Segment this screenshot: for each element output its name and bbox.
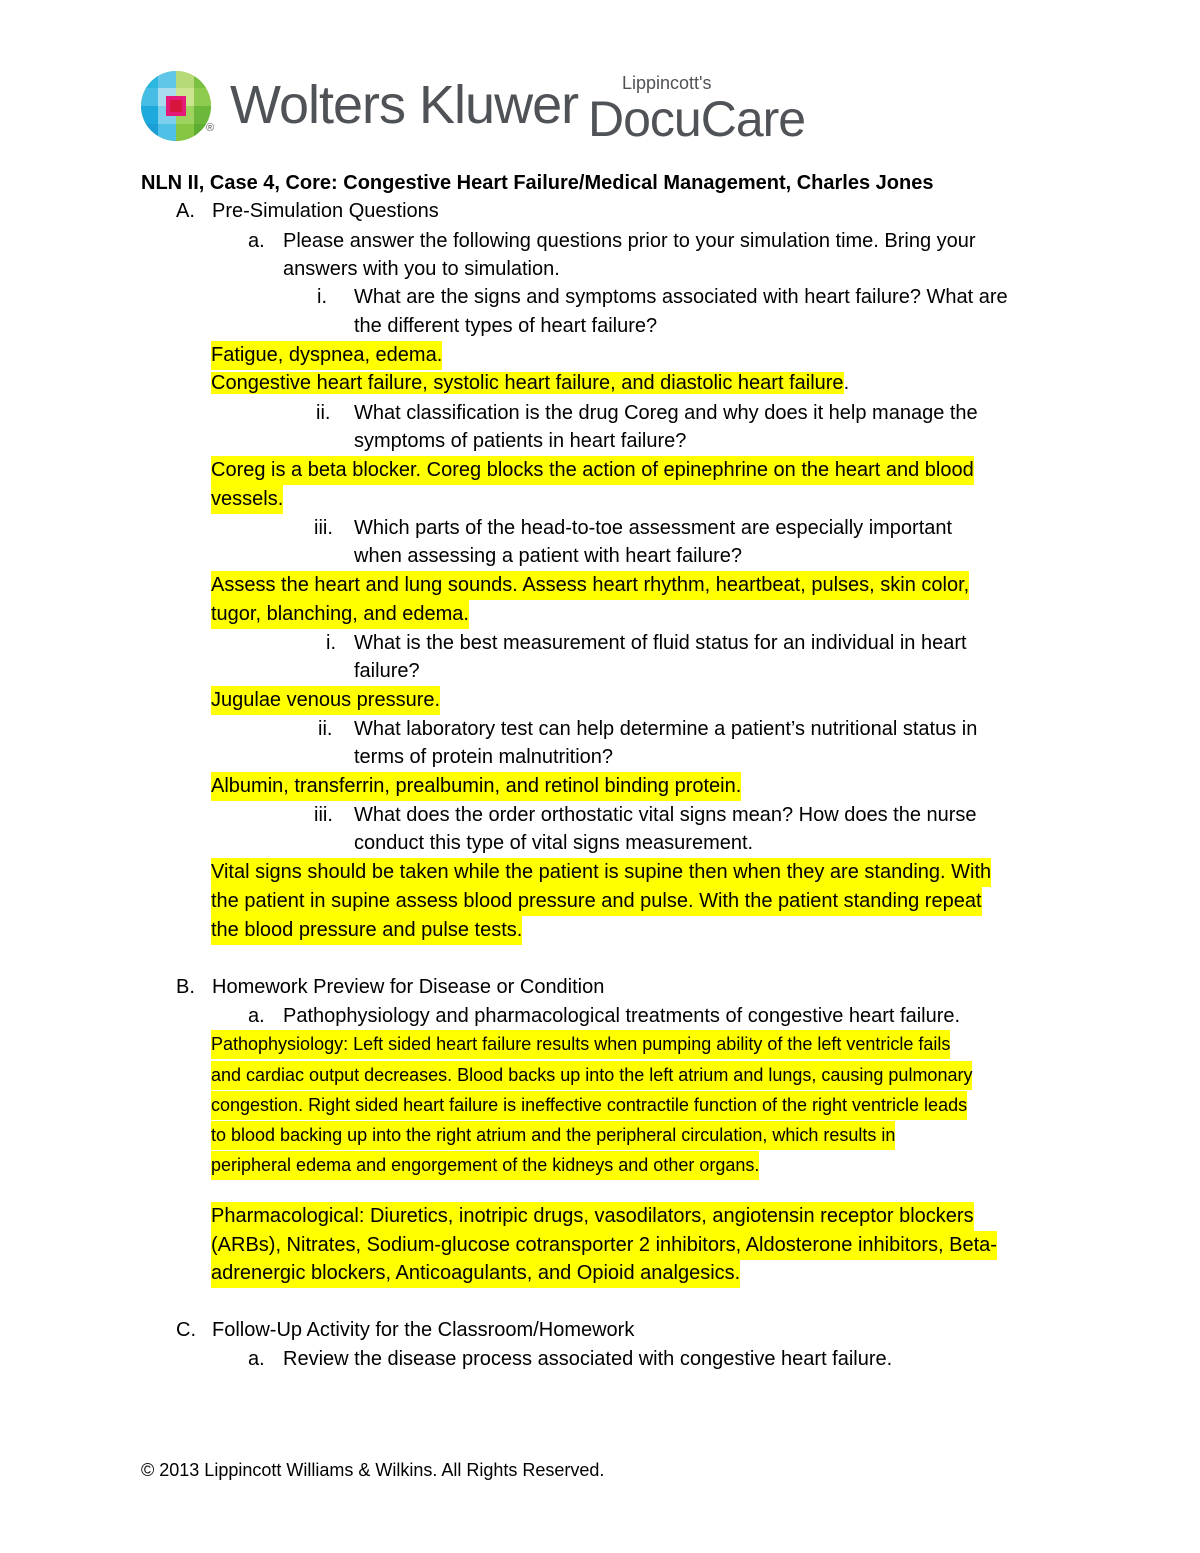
pathophysiology-line-3: congestion. Right sided heart failure is ineffective contractile function of the right ventricle leads — [211, 1091, 967, 1120]
question-3-marker: iii. — [314, 517, 333, 539]
product-superscript: Lippincott's — [622, 73, 712, 93]
question-5-line-1: What laboratory test can help determine a patient’s nutritional status in — [354, 718, 978, 740]
question-2-line-1: What classification is the drug Coreg and why does it help manage the — [354, 402, 978, 424]
wolters-kluwer-grid-icon — [140, 70, 215, 142]
pathophysiology-line-5: peripheral edema and engorgement of the kidneys and other organs. — [211, 1151, 759, 1180]
question-5-line-2: terms of protein malnutrition? — [354, 746, 614, 768]
answer-4-line-1: Jugulae venous pressure. — [211, 686, 440, 715]
question-1-line-1: What are the signs and symptoms associated with heart failure? What are — [354, 286, 1008, 308]
question-4-line-1: What is the best measurement of fluid status for an individual in heart — [354, 632, 967, 654]
answer-1-line-2-wrap — [211, 369, 849, 398]
section-c-heading: Follow-Up Activity for the Classroom/Homework — [212, 1319, 635, 1341]
answer-1-line-2: Congestive heart failure, systolic heart failure, and diastolic heart failure — [211, 372, 844, 394]
answer-2-line-2: vessels. — [211, 485, 283, 514]
section-b-heading: Homework Preview for Disease or Condition — [212, 976, 605, 998]
section-a-item-a-text-cont: answers with you to simulation. — [283, 258, 560, 280]
question-2-line-2: symptoms of patients in heart failure? — [354, 430, 687, 452]
question-1-line-2: the different types of heart failure? — [354, 315, 658, 337]
question-4-line-2: failure? — [354, 660, 420, 682]
pharmacological-line-3: adrenergic blockers, Anticoagulants, and Opioid analgesics. — [211, 1259, 740, 1288]
section-b-item-a-marker: a. — [248, 1005, 265, 1027]
section-b-marker: B. — [176, 976, 195, 998]
section-a-item-a-text: Please answer the following questions prior to your simulation time. Bring your — [283, 230, 976, 252]
answer-6-line-3: the blood pressure and pulse tests. — [211, 916, 522, 945]
section-c-item-a-text: Review the disease process associated with congestive heart failure. — [283, 1348, 893, 1370]
answer-1-line-2-tail: . — [843, 372, 850, 394]
question-6-marker: iii. — [314, 804, 333, 826]
section-a-marker: A. — [176, 200, 195, 222]
question-6-line-1: What does the order orthostatic vital signs mean? How does the nurse — [354, 804, 977, 826]
section-b-item-a-text: Pathophysiology and pharmacological treatments of congestive heart failure. — [283, 1005, 961, 1027]
question-1-marker: i. — [317, 286, 327, 308]
answer-5-line-1: Albumin, transferrin, prealbumin, and retinol binding protein. — [211, 772, 741, 801]
pharmacological-line-1: Pharmacological: Diuretics, inotripic drugs, vasodilators, angiotensin receptor blockers — [211, 1202, 974, 1231]
registered-mark: ® — [206, 122, 215, 134]
answer-6-line-2: the patient in supine assess blood pressure and pulse. With the patient standing repeat — [211, 887, 982, 916]
pathophysiology-line-2: and cardiac output decreases. Blood backs up into the left atrium and lungs, causing pulmonary — [211, 1061, 972, 1090]
document-title: NLN II, Case 4, Core: Congestive Heart Failure/Medical Management, Charles Jones — [141, 172, 934, 194]
section-a-item-a-marker: a. — [248, 230, 265, 252]
product-name: DocuCare — [588, 91, 806, 147]
answer-3-line-1: Assess the heart and lung sounds. Assess heart rhythm, heartbeat, pulses, skin color, — [211, 571, 969, 600]
answer-6-line-1: Vital signs should be taken while the patient is supine then when they are standing. With — [211, 858, 991, 887]
question-3-line-2: when assessing a patient with heart failure? — [354, 545, 743, 567]
pathophysiology-line-1: Pathophysiology: Left sided heart failure results when pumping ability of the left ventricle fails — [211, 1030, 950, 1059]
answer-2-line-1: Coreg is a beta blocker. Coreg blocks the action of epinephrine on the heart and blood — [211, 456, 974, 485]
question-3-line-1: Which parts of the head-to-toe assessment are especially important — [354, 517, 953, 539]
question-5-marker: ii. — [318, 718, 333, 740]
section-c-item-a-marker: a. — [248, 1348, 265, 1370]
pathophysiology-line-4: to blood backing up into the right atrium and the peripheral circulation, which results in — [211, 1121, 895, 1150]
section-a-heading: Pre-Simulation Questions — [212, 200, 439, 222]
answer-3-line-2: tugor, blanching, and edema. — [211, 600, 469, 629]
question-6-line-2: conduct this type of vital signs measurement. — [354, 832, 754, 854]
pharmacological-line-2: (ARBs), Nitrates, Sodium-glucose cotransporter 2 inhibitors, Aldosterone inhibitors, Beta- — [211, 1231, 997, 1260]
brand-name: Wolters Kluwer — [230, 75, 579, 135]
answer-1-line-1: Fatigue, dyspnea, edema. — [211, 341, 442, 370]
question-4-marker: i. — [326, 632, 336, 654]
copyright-footer: © 2013 Lippincott Williams & Wilkins. All Rights Reserved. — [141, 1460, 605, 1480]
question-2-marker: ii. — [316, 402, 331, 424]
section-c-marker: C. — [176, 1319, 196, 1341]
